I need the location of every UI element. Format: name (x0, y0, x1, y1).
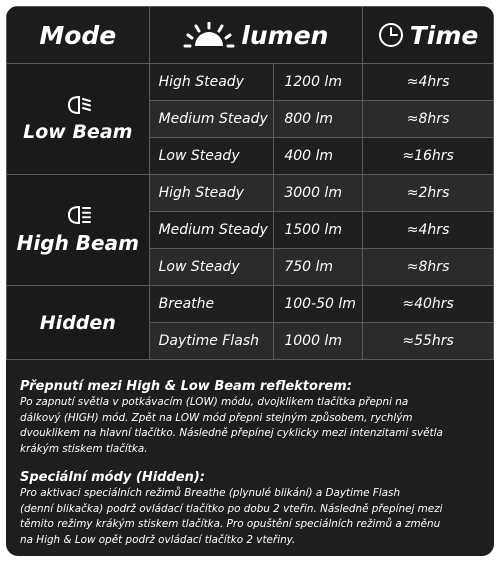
time-header (363, 7, 494, 64)
instructions (20, 378, 482, 548)
high-beam-cell (7, 175, 150, 286)
header-row (7, 7, 494, 64)
table-row (7, 175, 494, 212)
switch-line: dálkový (HIGH) mód. Zpět na LOW mód přepni stejným způsobem, rychlým (20, 411, 413, 424)
low-beam-label: Low Beam (23, 121, 133, 143)
lumen-cell: 1200 lm (274, 64, 363, 101)
switch-line: dvouklikem na hlavní tlačítko. Následně přepínej cyklicky mezi intenzitami světla (20, 427, 443, 439)
lumen-cell: 800 lm (274, 101, 363, 138)
sun-icon (183, 22, 235, 48)
time-cell: ≈2hrs (363, 175, 494, 212)
low-beam-icon (63, 95, 93, 115)
time-cell: ≈8hrs (363, 249, 494, 286)
lumen-cell: 3000 lm (274, 175, 363, 212)
mode-cell: High Steady (149, 175, 274, 212)
mode-cell: Daytime Flash (149, 323, 274, 360)
lumen-cell: 1500 lm (274, 212, 363, 249)
lumen-header (149, 7, 363, 64)
special-line: na High & Low opět podrž ovládací tlačítko 2 vteřiny. (20, 533, 296, 546)
time-cell: ≈4hrs (363, 64, 494, 101)
lumen-cell: 400 lm (274, 138, 363, 175)
special-line: (denní blikačka) podrž ovládací tlačítko po dobu 2 vteřin. Následně přepínej mezi (20, 502, 443, 515)
mode-cell: Breathe (149, 286, 274, 323)
mode-header: Mode (7, 7, 150, 64)
special-line: Pro aktivaci speciálních režimů Breathe (plynulé blikání) a Daytime Flash (20, 487, 401, 499)
mode-cell: Low Steady (149, 138, 274, 175)
spec-panel (6, 6, 494, 556)
table-row (7, 64, 494, 101)
switch-line: krákým stiskem tlačítka. (20, 442, 148, 455)
high-beam-icon (63, 205, 93, 225)
time-cell: ≈8hrs (363, 101, 494, 138)
special-line: těmito režimy krákým stiskem tlačítka. Pro opuštění speciálních režimů a změnu (20, 518, 441, 530)
mode-cell: Low Steady (149, 249, 274, 286)
table-row (7, 286, 494, 323)
time-cell: ≈40hrs (363, 286, 494, 323)
clock-icon (378, 22, 404, 48)
switch-title: Přepnutí mezi High & Low Beam reflektorem: (20, 379, 352, 394)
time-cell: ≈55hrs (363, 323, 494, 360)
time-cell: ≈16hrs (363, 138, 494, 175)
lumen-cell: 1000 lm (274, 323, 363, 360)
mode-cell: High Steady (149, 64, 274, 101)
time-cell: ≈4hrs (363, 212, 494, 249)
mode-table (6, 6, 494, 360)
hidden-cell (7, 286, 150, 360)
high-beam-label: High Beam (16, 231, 139, 255)
switch-line: Po zapnutí světla v potkávacím (LOW) módu, dvojklikem tlačítka přepni na (20, 396, 409, 408)
lumen-cell: 100-50 lm (274, 286, 363, 323)
low-beam-cell (7, 64, 150, 175)
mode-cell: Medium Steady (149, 212, 274, 249)
hidden-label: Hidden (39, 311, 116, 334)
lumen-header-label: lumen (241, 20, 329, 50)
time-header-label: Time (409, 20, 479, 50)
special-title: Speciální módy (Hidden): (20, 470, 205, 485)
mode-cell: Medium Steady (149, 101, 274, 138)
lumen-cell: 750 lm (274, 249, 363, 286)
